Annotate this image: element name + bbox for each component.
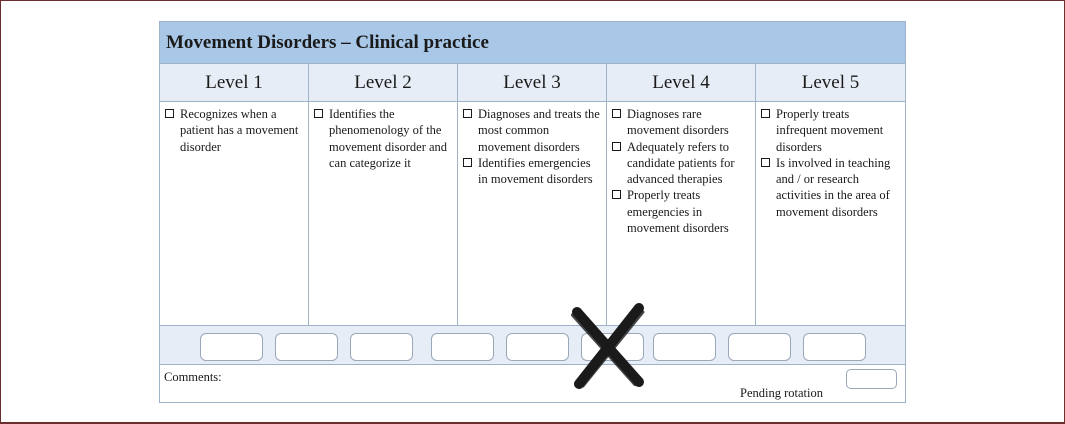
- criterion-text: Diagnoses rare movement disorders: [627, 107, 729, 138]
- checkbox-icon[interactable]: [612, 190, 621, 199]
- checkbox-icon[interactable]: [761, 158, 770, 167]
- checkbox-icon[interactable]: [165, 109, 174, 118]
- level-5-header: Level 5: [756, 64, 905, 102]
- level-5-criteria: [756, 102, 905, 325]
- criterion-item: [314, 106, 454, 171]
- rating-box-4[interactable]: [431, 333, 494, 361]
- level-3-header: Level 3: [458, 64, 607, 102]
- criterion-text: Properly treats infrequent movement disorders: [776, 107, 884, 154]
- rating-box-8[interactable]: [728, 333, 791, 361]
- criterion-item: [612, 187, 752, 236]
- level-4-header: Level 4: [607, 64, 756, 102]
- criterion-item: [165, 106, 305, 155]
- rating-box-5[interactable]: [506, 333, 569, 361]
- checkbox-icon[interactable]: [314, 109, 323, 118]
- criterion-item: [761, 106, 902, 155]
- cross-mark-icon: [569, 302, 647, 390]
- criterion-text: Properly treats emergencies in movement disorders: [627, 188, 729, 236]
- level-1-criteria: [160, 102, 309, 325]
- criterion-item: [612, 106, 752, 139]
- criterion-text: Is involved in teaching and / or research activities in the area of movement disorders: [776, 155, 891, 219]
- checkbox-icon[interactable]: [463, 158, 472, 167]
- criterion-item: [612, 139, 752, 188]
- comments-label: Comments:: [164, 370, 222, 384]
- rating-box-7[interactable]: [653, 333, 716, 361]
- criterion-text: Adequately refers to candidate patients for advanced therapies: [627, 139, 735, 187]
- checkbox-icon[interactable]: [463, 109, 472, 118]
- checkbox-icon[interactable]: [612, 142, 621, 151]
- checkbox-icon[interactable]: [761, 109, 770, 118]
- pending-rotation-box[interactable]: [846, 369, 897, 389]
- level-3-criteria: [458, 102, 607, 325]
- criterion-text: Diagnoses and treats the most common movement disorders: [478, 107, 600, 154]
- criterion-text: Identifies the phenomenology of the movement disorder and can categorize it: [329, 107, 448, 170]
- criterion-text: Identifies emergencies in movement disorders: [478, 155, 593, 187]
- level-4-criteria: [607, 102, 756, 325]
- evaluation-form: [159, 21, 906, 403]
- form-title: Movement Disorders – Clinical practice: [160, 22, 905, 64]
- rating-box-9[interactable]: [803, 333, 866, 361]
- level-2-header: Level 2: [309, 64, 458, 102]
- level-1-header: Level 1: [160, 64, 309, 102]
- criterion-item: [761, 155, 902, 220]
- checkbox-icon[interactable]: [612, 109, 621, 118]
- criterion-text: Recognizes when a patient has a movement disorder: [180, 107, 299, 154]
- criterion-item: [463, 106, 603, 155]
- rating-strip: [160, 325, 905, 365]
- pending-rotation-label: Pending rotation: [740, 386, 823, 400]
- level-2-criteria: [309, 102, 458, 325]
- rating-box-2[interactable]: [275, 333, 338, 361]
- criterion-item: [463, 155, 603, 188]
- rating-box-3[interactable]: [350, 333, 413, 361]
- rating-box-1[interactable]: [200, 333, 263, 361]
